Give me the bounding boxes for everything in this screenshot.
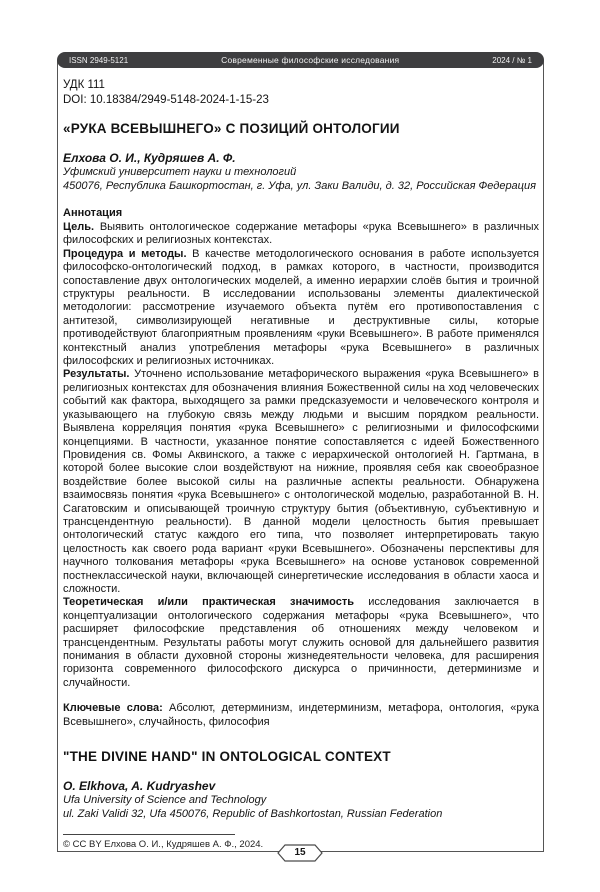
keywords-text: Абсолют, детерминизм, индетерминизм, метафора, онтология, «рука Всевышнего», случайность, философия (63, 702, 539, 728)
udk-number: УДК 111 (63, 79, 105, 91)
article-title-ru: «РУКА ВСЕВЫШНЕГО» С ПОЗИЦИЙ ОНТОЛОГИИ (63, 121, 400, 136)
journal-header-bar (57, 52, 544, 68)
copyright-footnote: © CC BY Елхова О. И., Кудряшев А. Ф., 2024. (63, 839, 264, 851)
address-ru: 450076, Республика Башкортостан, г. Уфа, ул. Заки Валиди, д. 32, Российская Федерация (63, 179, 536, 192)
issue-label: 2024 / № 1 (492, 55, 532, 65)
keywords-lead: Ключевые слова: (63, 702, 163, 715)
abstract-paragraph-methods (63, 248, 539, 369)
page-number: 15 (294, 847, 306, 858)
paragraph-lead: Теоретическая и/или практическая значимость (63, 596, 354, 609)
paragraph-text: исследования заключается в концептуализации онтологического содержания метафоры «рука Всевышнего», что расширяет философские представления об отношениях между человеком и трансцендентным. Результаты работы могут служить основой для дальнейшего развития понимания в области духовной стороны жизнедеятельности человека, для расширения горизонта современного философского дискурса о причинности, детерминизме и случайности. (63, 596, 539, 689)
affiliation-ru: Уфимский университет науки и технологий (63, 166, 297, 178)
doi-line: DOI: 10.18384/2949-5148-2024-1-15-23 (63, 94, 269, 106)
paragraph-text: В качестве методологического основания в работе используется философско-онтологический подход, в рамках которого, в частности, производится сопоставление двух онтологических моделей, а именно иерархии слоёв бытия и троичной структуры реальности. В исследовании использованы элементы диалектической методологии: рассмотрение изучаемого объекта путём его противопоставления с антитезой, символизирующей негативные и деструктивные силы, которые противодействуют благоприятным проявлениям «руки Всевышнего». В работе применялся контекстный анализ употребления метафоры «рука Всевышнего» в различных философских и религиозных источниках. (63, 247, 539, 368)
authors-en: O. Elkhova, A. Kudryashev (63, 779, 216, 794)
abstract-heading: Аннотация (63, 207, 123, 219)
abstract-paragraph-goal (63, 221, 539, 248)
authors-ru: Елхова О. И., Кудряшев А. Ф. (63, 151, 236, 165)
paragraph-lead: Процедура и методы. (63, 247, 187, 260)
affiliation-en: Ufa University of Science and Technology (63, 794, 267, 807)
footnote-rule (63, 834, 235, 835)
abstract-paragraph-significance (63, 596, 539, 690)
page-number-badge (277, 844, 323, 862)
paragraph-text: Выявить онтологическое содержание метафоры «рука Всевышнего» в различных философских и религиозных контекстах. (63, 221, 539, 247)
journal-title: Современные философские исследования (221, 55, 400, 65)
paragraph-text: Уточнено использование метафорического выражения «рука Всевышнего» в религиозных контекстах для обозначения влияния Божественной силы на ход человеческих событий как фактора, выходящего за рамки предсказуемости и человеческого контроля и указывающего на глубокую связь между людьми и высшим порядком реальности. Выявлена корреляция понятия «рука Всевышнего» с религиозными и философскими концепциями. В частности, указанное понятие сопоставляется с идеей Божественного Провидения св. Фомы Аквинского, а также с иерархической онтологией Н. Гартмана, в которой более высокие слои воздействуют на нижние, проявляя себя как своеобразное воздействие более высокой силы на различные аспекты реальности. Обнаружена взаимосвязь понятия «рука Всевышнего» с онтологической моделью, разработанной В. Н. Сагатовским и описывающей троичную структуру бытия (объективную, субъективную и трансцендентную реальности). В данной модели целостность бытия превышает онтологический статус каждого его типа, что позволяет интерпретировать такую целостность как своего рода вариант «руки Всевышнего». Обозначены перспективы для научного толкования метафоры «рука Всевышнего» на основе установок современной постнеклассической науки, включающей синергетические исследования в области хаоса и сложности. (63, 368, 539, 595)
address-en: ul. Zaki Validi 32, Ufa 450076, Republic of Bashkortostan, Russian Federation (63, 807, 443, 820)
paragraph-lead: Результаты. (63, 368, 130, 381)
issn-label: ISSN 2949-5121 (69, 55, 129, 65)
keywords-line (63, 702, 539, 729)
article-title-en: "THE DIVINE HAND" IN ONTOLOGICAL CONTEXT (63, 749, 391, 765)
page-content (63, 78, 539, 850)
paragraph-lead: Цель. (63, 221, 95, 233)
abstract-paragraph-results (63, 368, 539, 596)
